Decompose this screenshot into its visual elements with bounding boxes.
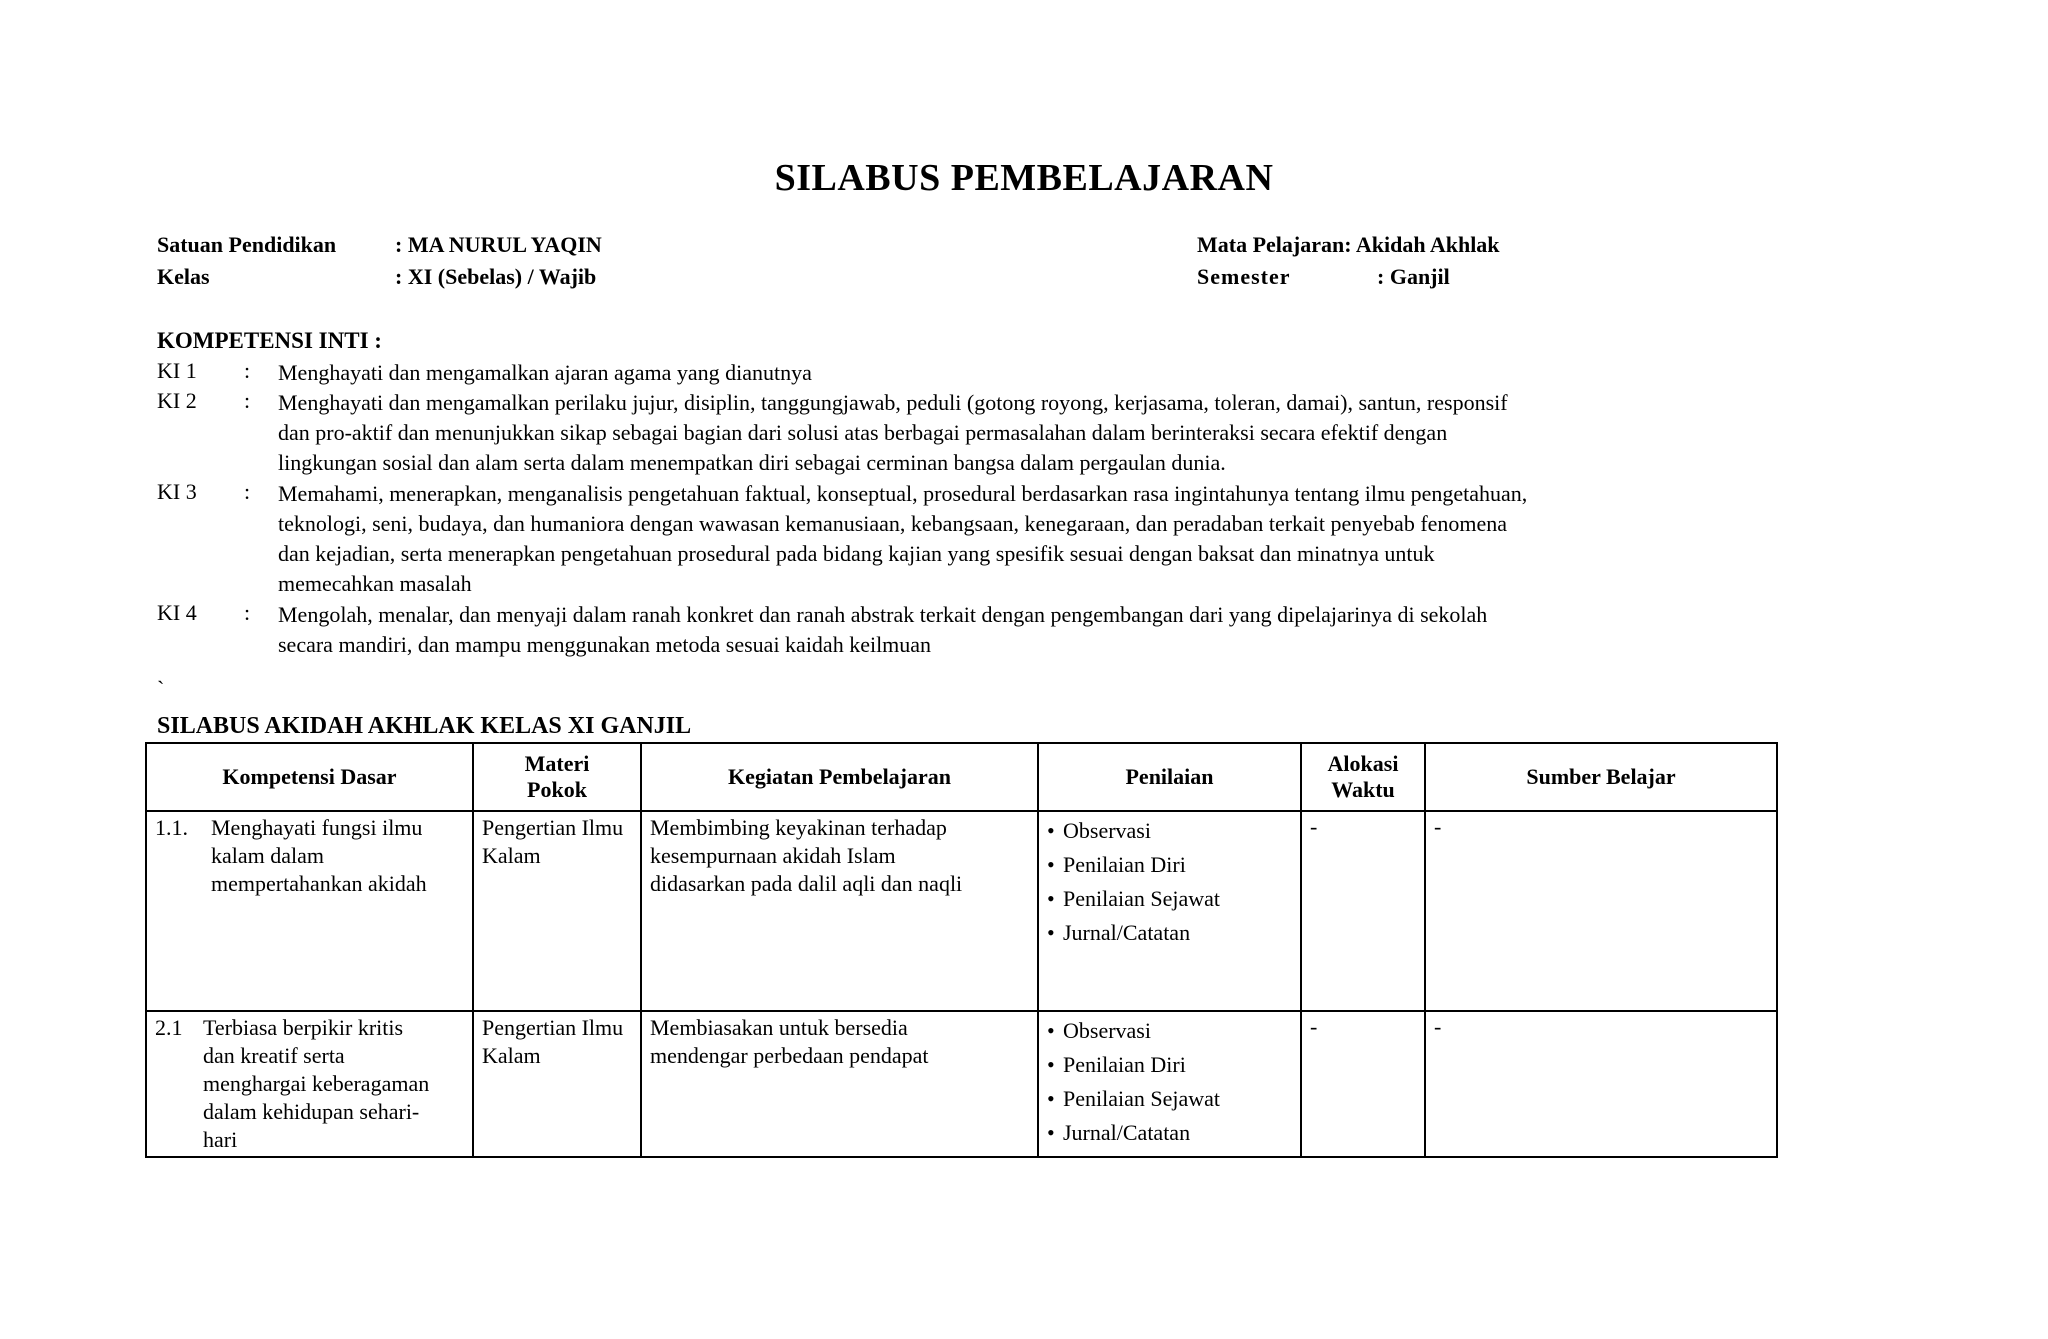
header-sumber-belajar: Sumber Belajar bbox=[1425, 743, 1777, 811]
kd-line: hari bbox=[203, 1127, 238, 1152]
ki-line: memecahkan masalah bbox=[278, 571, 472, 596]
semester-label: Semester bbox=[1197, 264, 1291, 289]
header-materi-line: Materi bbox=[524, 751, 590, 776]
kelas-label: Kelas bbox=[157, 264, 210, 289]
cell-sumber: - bbox=[1425, 1011, 1777, 1157]
table-header-row bbox=[146, 743, 1777, 811]
table-row bbox=[146, 811, 1777, 1011]
penilaian-list bbox=[1047, 814, 1292, 950]
cell-alokasi: - bbox=[1301, 811, 1425, 1011]
materi-line: Pengertian Ilmu bbox=[482, 815, 624, 840]
header-materi-pokok bbox=[473, 743, 641, 811]
penilaian-item: • Observasi bbox=[1047, 1014, 1292, 1048]
materi-line: Kalam bbox=[482, 1043, 541, 1068]
kelas-value: : XI (Sebelas) / Wajib bbox=[395, 264, 597, 289]
ki-code: KI 4 bbox=[157, 600, 197, 625]
kd-line: kalam dalam bbox=[211, 843, 325, 868]
ki-code: KI 3 bbox=[157, 479, 197, 504]
ki-line: secara mandiri, dan mampu menggunakan metoda sesuai kaidah keilmuan bbox=[278, 632, 932, 657]
penilaian-item: • Jurnal/Catatan bbox=[1047, 1116, 1292, 1150]
penilaian-item: • Observasi bbox=[1047, 814, 1292, 848]
ki-text bbox=[278, 358, 1848, 388]
header-alokasi-line: Waktu bbox=[1331, 777, 1395, 802]
kd-block bbox=[155, 814, 464, 898]
kd-line: menghargai keberagaman bbox=[203, 1071, 430, 1096]
header-alokasi-line: Alokasi bbox=[1327, 751, 1399, 776]
ki-colon: : bbox=[244, 388, 251, 413]
info-satuan bbox=[157, 232, 602, 258]
penilaian-item: • Penilaian Sejawat bbox=[1047, 882, 1292, 916]
page-title: SILABUS PEMBELAJARAN bbox=[774, 157, 1274, 199]
semester-value: : Ganjil bbox=[1377, 264, 1450, 289]
cell-penilaian bbox=[1038, 811, 1301, 1011]
stray-mark: ` bbox=[157, 676, 165, 701]
kd-block bbox=[155, 1014, 464, 1154]
penilaian-item: • Penilaian Sejawat bbox=[1047, 1082, 1292, 1116]
kd-number: 2.1 bbox=[155, 1015, 183, 1040]
kegiatan-line: mendengar perbedaan pendapat bbox=[650, 1043, 929, 1068]
info-kelas bbox=[157, 264, 596, 290]
cell-kompetensi-dasar bbox=[146, 811, 473, 1011]
info-mapel bbox=[1197, 232, 1500, 258]
mapel-label: Mata Pelajaran bbox=[1197, 232, 1345, 257]
ki-text bbox=[278, 479, 1848, 599]
kd-line: dalam kehidupan sehari- bbox=[203, 1099, 420, 1124]
ki-line: lingkungan sosial dan alam serta dalam menempatkan diri sebagai cerminan bangsa dalam pergaulan dunia. bbox=[278, 450, 1226, 475]
ki-line: Mengolah, menalar, dan menyaji dalam ranah konkret dan ranah abstrak terkait dengan pengembangan dari yang dipelajarinya di sekolah bbox=[278, 602, 1488, 627]
ki-line: teknologi, seni, budaya, dan humaniora dengan wawasan kemanusiaan, kebangsaan, kenegaraan, dan peradaban terkait penyebab fenomena bbox=[278, 511, 1508, 536]
ki-colon: : bbox=[244, 600, 251, 625]
ki-colon: : bbox=[244, 479, 251, 504]
materi-line: Kalam bbox=[482, 843, 541, 868]
header-penilaian: Penilaian bbox=[1038, 743, 1301, 811]
table-title: SILABUS AKIDAH AKHLAK KELAS XI GANJIL bbox=[157, 713, 692, 739]
kd-line: dan kreatif serta bbox=[203, 1043, 345, 1068]
satuan-value: : MA NURUL YAQIN bbox=[395, 232, 602, 257]
syllabus-table bbox=[145, 742, 1778, 1158]
info-semester bbox=[1197, 264, 1450, 290]
mapel-value: : Akidah Akhlak bbox=[1344, 232, 1500, 257]
cell-materi bbox=[473, 1011, 641, 1157]
kd-line: Terbiasa berpikir kritis bbox=[203, 1015, 404, 1040]
ki-text bbox=[278, 600, 1848, 660]
ki-code: KI 1 bbox=[157, 358, 197, 383]
cell-penilaian bbox=[1038, 1011, 1301, 1157]
kegiatan-line: kesempurnaan akidah Islam bbox=[650, 843, 896, 868]
cell-kegiatan bbox=[641, 1011, 1038, 1157]
cell-kompetensi-dasar bbox=[146, 1011, 473, 1157]
kd-line: mempertahankan akidah bbox=[211, 871, 427, 896]
cell-materi bbox=[473, 811, 641, 1011]
materi-line: Pengertian Ilmu bbox=[482, 1015, 624, 1040]
ki-line: Memahami, menerapkan, menganalisis pengetahuan faktual, konseptual, prosedural berdasarkan rasa ingintahunya tentang ilmu pengetahuan, bbox=[278, 481, 1528, 506]
satuan-label: Satuan Pendidikan bbox=[157, 232, 337, 257]
penilaian-list bbox=[1047, 1014, 1292, 1150]
penilaian-item: • Penilaian Diri bbox=[1047, 1048, 1292, 1082]
kd-line: Menghayati fungsi ilmu bbox=[211, 815, 423, 840]
cell-sumber: - bbox=[1425, 811, 1777, 1011]
ki-line: Menghayati dan mengamalkan ajaran agama yang dianutnya bbox=[278, 360, 812, 385]
ki-heading: KOMPETENSI INTI : bbox=[157, 328, 382, 353]
ki-line: dan kejadian, serta menerapkan pengetahuan prosedural pada bidang kajian yang spesifik sesuai dengan baksat dan minatnya untuk bbox=[278, 541, 1435, 566]
cell-alokasi: - bbox=[1301, 1011, 1425, 1157]
kd-number: 1.1. bbox=[155, 815, 188, 840]
ki-code: KI 2 bbox=[157, 388, 197, 413]
ki-line: Menghayati dan mengamalkan perilaku jujur, disiplin, tanggungjawab, peduli (gotong royong, kerjasama, toleran, damai), santun, responsif bbox=[278, 390, 1508, 415]
ki-text bbox=[278, 388, 1848, 478]
cell-kegiatan bbox=[641, 811, 1038, 1011]
header-kompetensi-dasar: Kompetensi Dasar bbox=[146, 743, 473, 811]
penilaian-item: • Penilaian Diri bbox=[1047, 848, 1292, 882]
kegiatan-line: Membiasakan untuk bersedia bbox=[650, 1015, 908, 1040]
ki-line: dan pro-aktif dan menunjukkan sikap sebagai bagian dari solusi atas berbagai permasalahan dalam berinteraksi secara efektif dengan bbox=[278, 420, 1448, 445]
header-kegiatan: Kegiatan Pembelajaran bbox=[641, 743, 1038, 811]
table-row bbox=[146, 1011, 1777, 1157]
header-materi-line: Pokok bbox=[527, 777, 587, 802]
ki-colon: : bbox=[244, 358, 251, 383]
header-alokasi-waktu bbox=[1301, 743, 1425, 811]
penilaian-item: • Jurnal/Catatan bbox=[1047, 916, 1292, 950]
kegiatan-line: didasarkan pada dalil aqli dan naqli bbox=[650, 871, 963, 896]
kegiatan-line: Membimbing keyakinan terhadap bbox=[650, 815, 947, 840]
